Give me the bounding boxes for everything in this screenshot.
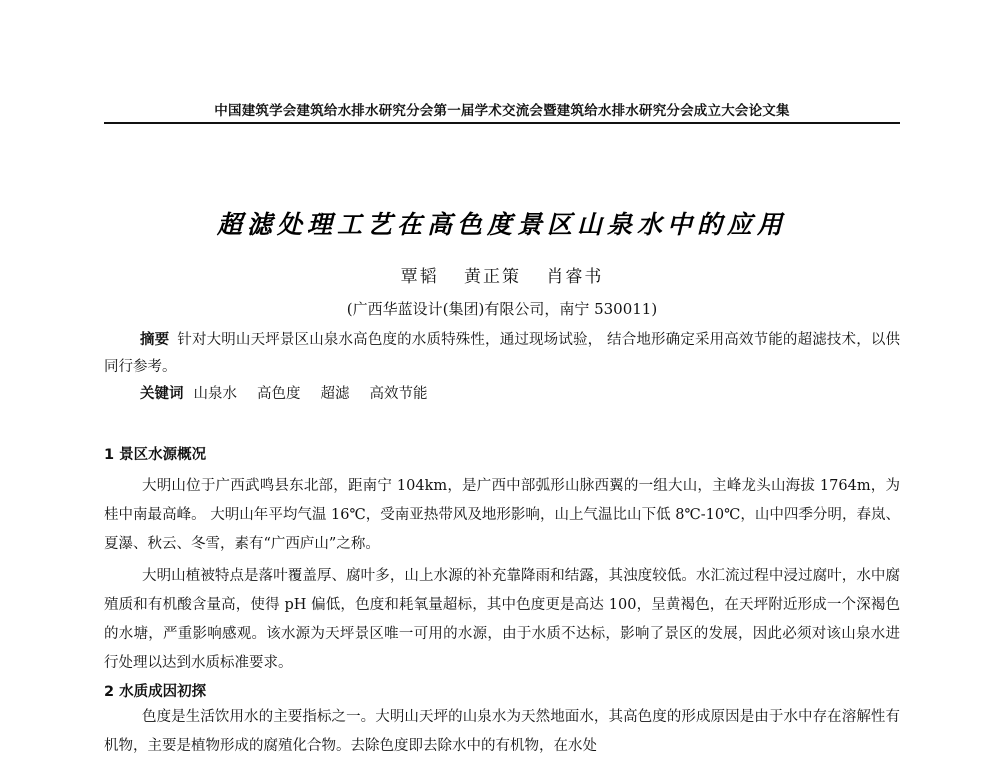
keyword: 山泉水 (193, 386, 237, 402)
section-heading: 2 水质成因初探 (104, 684, 207, 700)
body-paragraph: 色度是生活饮用水的主要指标之一。大明山天坪的山泉水为天然地面水，其高色度的形成原因是由于水中存在溶解性有机物，主要是植物形成的腐殖化合物。去除色度即去除水中的有机物，在水处 (104, 709, 900, 754)
body-paragraph: 大明山位于广西武鸣县东北部，距南宁 104km，是广西中部弧形山脉西翼的一组大山，主峰龙头山海拔 1764m，为桂中南最高峰。 大明山年平均气温 16℃，受南亚热带风及地形影响，山上气温比山下低 8℃-10℃，山中四季分明，春岚、夏瀑、秋云、冬雪，素有“广西庐山”之称。 (104, 478, 900, 552)
abstract-label: 摘要 (140, 331, 170, 348)
running-header: 中国建筑学会建筑给水排水研究分会第一届学术交流会暨建筑给水排水研究分会成立大会论文集 (214, 103, 790, 119)
author-name: 黄正策 (464, 267, 521, 287)
keyword: 超滤 (320, 386, 350, 402)
abstract-text: 针对大明山天坪景区山泉水高色度的水质特殊性，通过现场试验， 结合地形确定采用高效节能的超滤技术，以供同行参考。 (104, 332, 900, 375)
affiliation: (广西华蓝设计(集团)有限公司，南宁 530011) (346, 300, 658, 318)
keyword: 高色度 (257, 386, 301, 402)
author-name: 肖睿书 (546, 267, 604, 287)
author-list (104, 262, 900, 287)
abstract (104, 326, 900, 381)
header-rule (104, 122, 900, 124)
keywords (140, 382, 900, 403)
body-paragraph: 大明山植被特点是落叶覆盖厚、腐叶多，山上水源的补充靠降雨和结露，其浊度较低。水汇流过程中浸过腐叶，水中腐殖质和有机酸含量高，使得 pH 偏低，色度和耗氧量超标，其中色度更是高达 100，呈黄褐色，在天坪附近形成一个深褐色的水塘，严重影响感观。该水源为天坪景区唯一可用的水源，由于水质不达标，影响了景区的发展，因此必须对该山泉水进行处理以达到水质标准要求。 (104, 568, 900, 671)
section-heading: 1 景区水源概况 (104, 447, 207, 463)
keywords-label: 关键词 (140, 385, 184, 402)
paper-title: 超滤处理工艺在高色度景区山泉水中的应用 (216, 210, 787, 239)
keyword: 高效节能 (369, 386, 428, 402)
author-name: 覃韬 (400, 267, 439, 287)
